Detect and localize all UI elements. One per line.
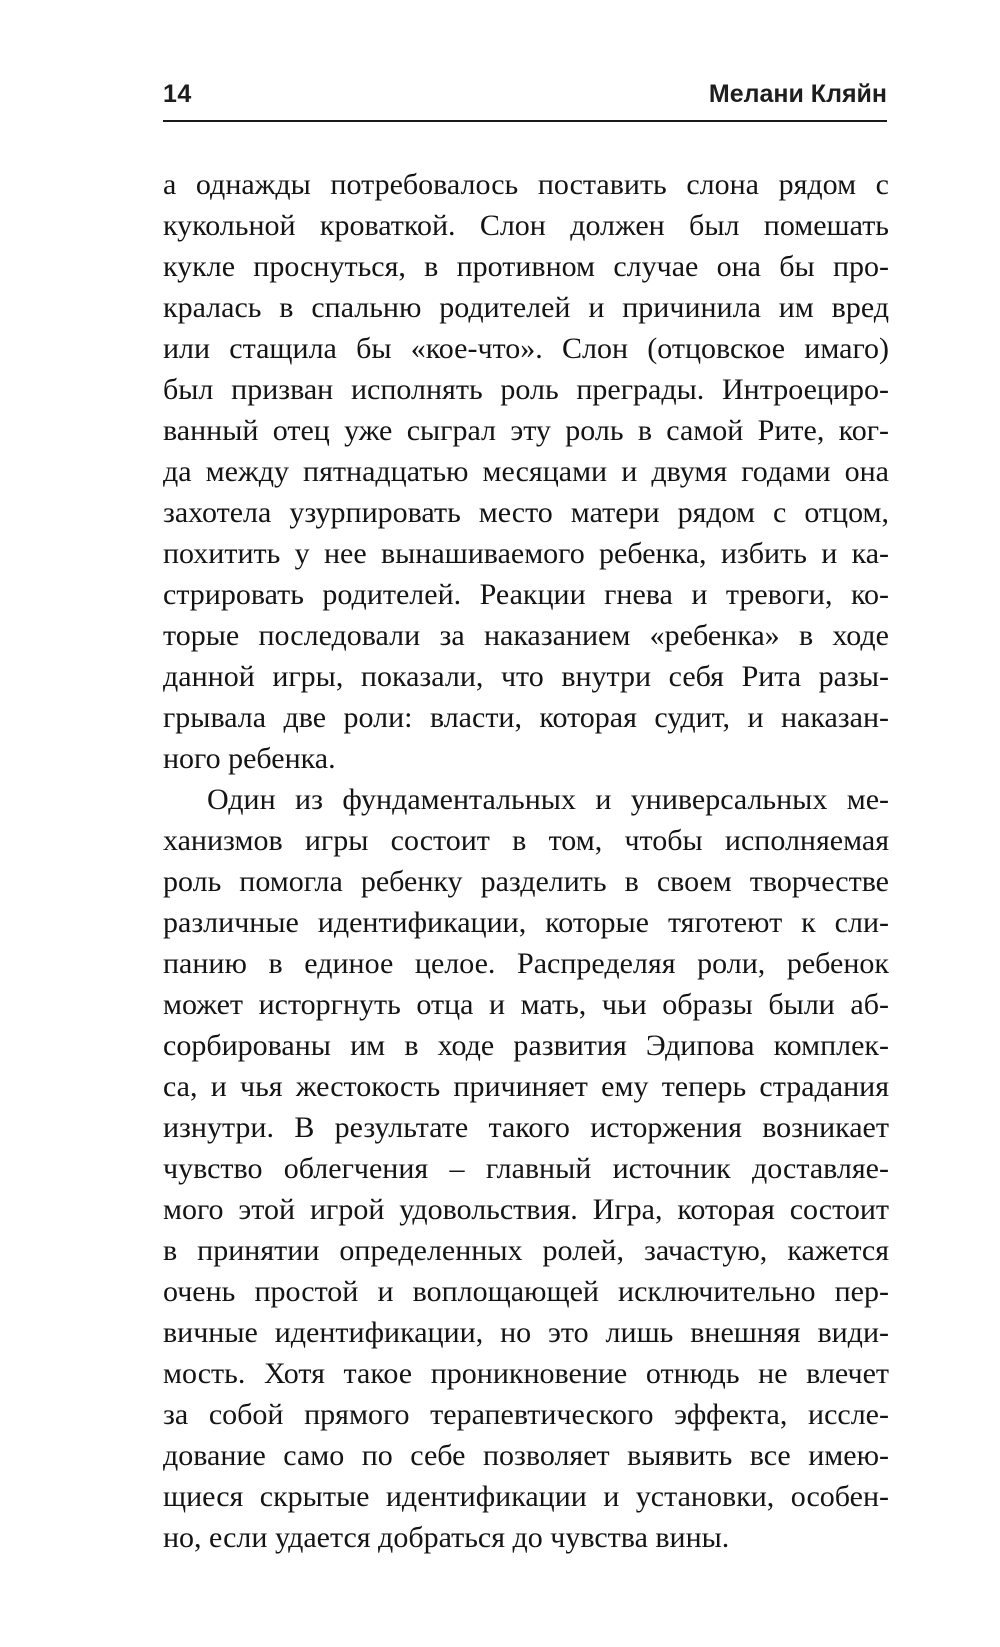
- text-line: или стащила бы «кое-что». Слон (отцовское имаго): [163, 332, 889, 365]
- text-line: мого этой игрой удовольствия. Игра, которая состоит: [163, 1193, 889, 1226]
- text-line: дование само по себе позволяет выявить все имею-: [163, 1439, 889, 1472]
- text-line: ванный отец уже сыграл эту роль в самой Рите, ког-: [163, 414, 889, 447]
- text-line: очень простой и воплощающей исключительно пер-: [163, 1275, 889, 1308]
- text-line: ханизмов игры состоит в том, чтобы исполняемая: [163, 824, 889, 857]
- text-line: кукольной кроваткой. Слон должен был помешать: [163, 209, 889, 242]
- text-line: мость. Хотя такое проникновение отнюдь не влечет: [163, 1357, 889, 1390]
- text-line: стрировать родителей. Реакции гнева и тревоги, ко-: [163, 578, 889, 611]
- text-line: захотела узурпировать место матери рядом с отцом,: [163, 496, 889, 529]
- text-line: са, и чья жестокость причиняет ему теперь страдания: [163, 1070, 889, 1103]
- text-line: был призван исполнять роль преграды. Интроециро-: [163, 373, 889, 406]
- text-line: кралась в спальню родителей и причинила им вред: [163, 291, 889, 324]
- text-line: сорбированы им в ходе развития Эдипова комплек-: [163, 1029, 889, 1062]
- running-header: [163, 76, 887, 122]
- text-line: панию в единое целое. Распределяя роли, ребенок: [163, 947, 889, 980]
- text-line: торые последовали за наказанием «ребенка» в ходе: [163, 619, 889, 652]
- text-line: чувство облегчения – главный источник доставляе-: [163, 1152, 889, 1185]
- text-line: за собой прямого терапевтического эффекта, иссле-: [163, 1398, 889, 1431]
- text-line: да между пятнадцатью месяцами и двумя годами она: [163, 455, 889, 488]
- text-line: данной игры, показали, что внутри себя Рита разы-: [163, 660, 889, 693]
- running-header-author: Мелани Кляйн: [708, 80, 887, 108]
- text-line: похитить у нее вынашиваемого ребенка, избить и ка-: [163, 537, 889, 570]
- text-line: изнутри. В результате такого исторжения возникает: [163, 1111, 889, 1144]
- text-line: может исторгнуть отца и мать, чьи образы были аб-: [163, 988, 889, 1021]
- text-line: в принятии определенных ролей, зачастую, кажется: [163, 1234, 889, 1267]
- text-line: роль помогла ребенку разделить в своем творчестве: [163, 865, 889, 898]
- text-line: грывала две роли: власти, которая судит, и наказан-: [163, 701, 889, 734]
- text-line: ного ребенка.: [163, 742, 336, 775]
- page-number: 14: [163, 80, 192, 108]
- body-text: [163, 164, 889, 1558]
- text-line: щиеся скрытые идентификации и установки, особен-: [163, 1480, 889, 1513]
- text-line: вичные идентификации, но это лишь внешняя види-: [163, 1316, 889, 1349]
- text-line: но, если удается добраться до чувства вины.: [163, 1521, 730, 1554]
- text-line: кукле проснуться, в противном случае она бы про-: [163, 250, 889, 283]
- paragraph-1: [163, 164, 889, 779]
- text-line: а однажды потребовалось поставить слона рядом с: [163, 168, 889, 201]
- paragraph-2: [163, 779, 889, 1558]
- text-line: Один из фундаментальных и универсальных ме-: [207, 783, 889, 816]
- text-line: различные идентификации, которые тяготеют к сли-: [163, 906, 889, 939]
